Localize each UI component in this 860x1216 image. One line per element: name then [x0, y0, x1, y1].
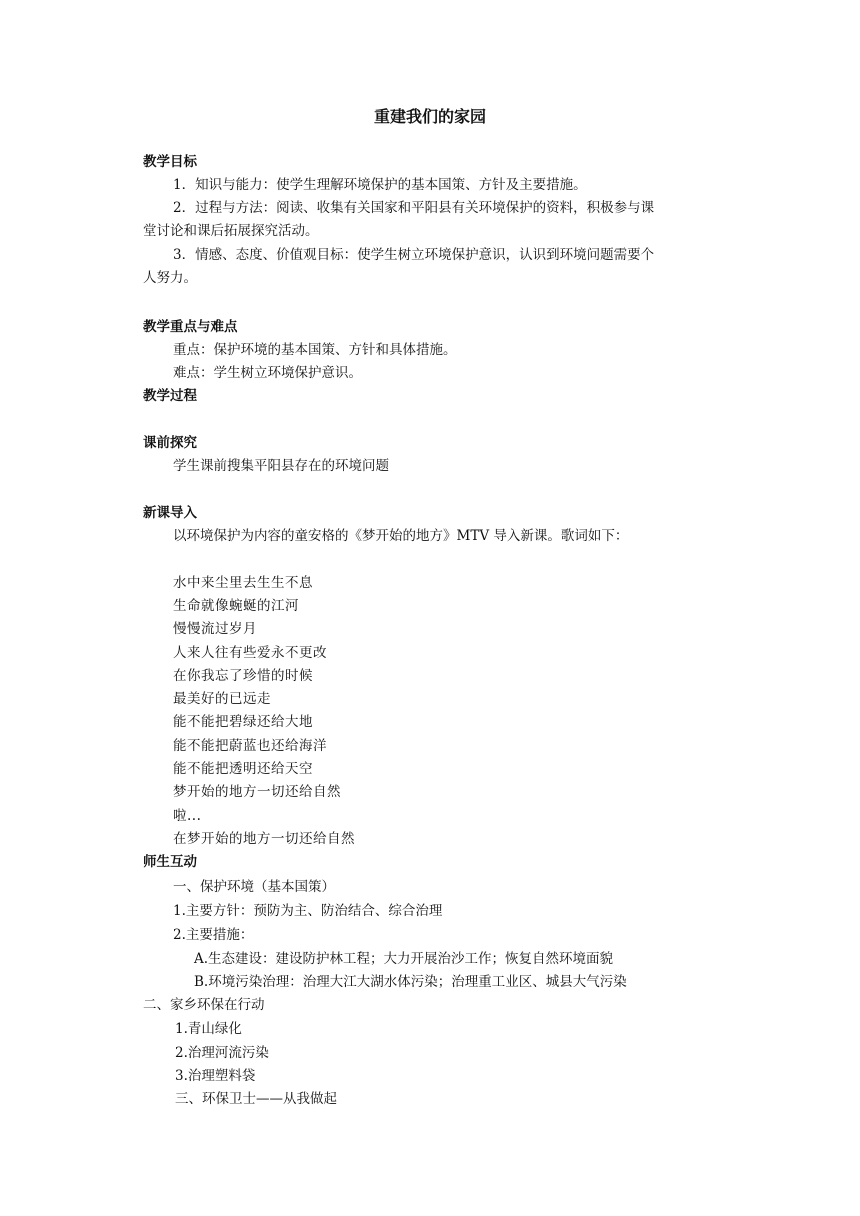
section-protect: 一、保护环境（基本国策）	[173, 879, 335, 895]
goals-heading: 教学目标	[143, 154, 197, 170]
goal-item: 堂讨论和课后拓展探究活动。	[143, 223, 319, 239]
focus-heading: 教学重点与难点	[143, 319, 238, 335]
lyric-line: 能不能把透明还给天空	[173, 761, 313, 777]
hometown-item: 3.治理塑料袋	[175, 1068, 256, 1084]
lyric-line: 梦开始的地方一切还给自然	[173, 784, 341, 800]
intro-text: 以环境保护为内容的童安格的《梦开始的地方》MTV 导入新课。歌词如下：	[173, 528, 629, 544]
hometown-item: 2.治理河流污染	[175, 1045, 269, 1061]
lyric-line: 在梦开始的地方一切还给自然	[173, 831, 355, 847]
interaction-heading: 师生互动	[143, 854, 197, 870]
measure-b: B.环境污染治理：治理大江大湖水体污染；治理重工业区、城县大气污染	[194, 974, 627, 990]
lyric-line: 能不能把碧绿还给大地	[173, 714, 313, 730]
section-guardian: 三、环保卫士——从我做起	[175, 1091, 337, 1107]
lyric-line: 人来人往有些爱永不更改	[173, 645, 327, 661]
lyric-line: 能不能把蔚蓝也还给海洋	[173, 738, 327, 754]
lyric-line: 在你我忘了珍惜的时候	[173, 668, 313, 684]
focus-difficulty: 难点：学生树立环境保护意识。	[173, 365, 362, 381]
intro-heading: 新课导入	[143, 505, 197, 521]
lyric-line: 慢慢流过岁月	[173, 621, 257, 637]
lyric-line: 最美好的已远走	[173, 691, 271, 707]
lyric-line: 生命就像蜿蜒的江河	[173, 598, 299, 614]
process-heading: 教学过程	[143, 388, 197, 404]
measure-a: A.生态建设：建设防护林工程；大力开展治沙工作；恢复自然环境面貌	[194, 951, 614, 967]
preview-text: 学生课前搜集平阳县存在的环境问题	[173, 458, 389, 474]
page-title: 重建我们的家园	[373, 107, 486, 126]
measures-item: 2.主要措施：	[173, 927, 254, 943]
lyric-line: 啦...	[173, 808, 202, 824]
lyric-line: 水中来尘里去生生不息	[173, 575, 313, 591]
focus-key: 重点：保护环境的基本国策、方针和具体措施。	[173, 342, 457, 358]
preview-heading: 课前探究	[143, 435, 197, 451]
section-hometown: 二、家乡环保在行动	[143, 997, 265, 1013]
goal-item: 人努力。	[143, 270, 197, 286]
goal-item: 3．情感、态度、价值观目标：使学生树立环境保护意识，认识到环境问题需要个	[173, 247, 655, 263]
hometown-item: 1.青山绿化	[175, 1021, 242, 1037]
goal-item: 2．过程与方法：阅读、收集有关国家和平阳县有关环境保护的资料，积极参与课	[173, 200, 655, 216]
goal-item: 1．知识与能力：使学生理解环境保护的基本国策、方针及主要措施。	[173, 177, 587, 193]
policy-item: 1.主要方针：预防为主、防治结合、综合治理	[173, 903, 443, 919]
